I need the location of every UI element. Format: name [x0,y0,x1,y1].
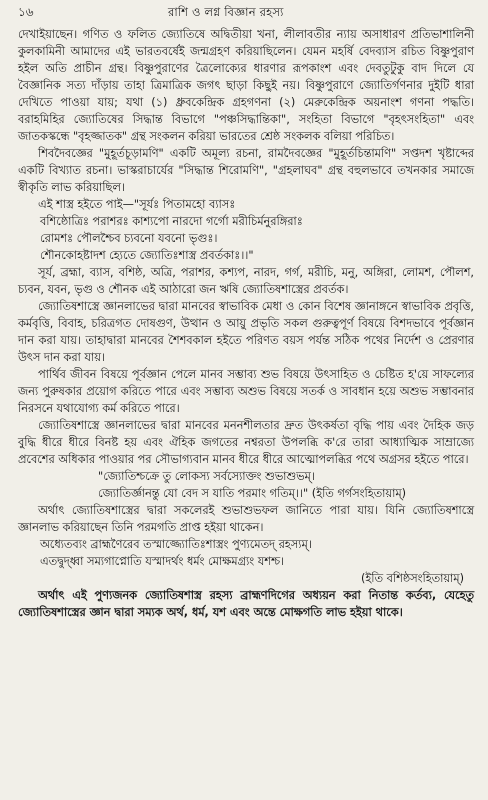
quote-line: অধ্যেতব্যং ব্রাহ্মণৈরেব তস্মাজ্জ্যোতিঃশাস্ত্রং পুণ্যমেতদ্ রহস্যম্। [40,538,312,551]
page-number: ১৬ [18,5,34,19]
verse-line: রোমশঃ পৌলশ্চৈব চ্যবনো যবনো ভৃগুঃ। [40,232,218,245]
paragraph: জ্যোতিষশাস্ত্রে জ্ঞানলাভের দ্বারা মানবের মননশীলতার দ্রুত উৎকর্ষতা বৃদ্ধি পায় এবং দৈহিক জড় বুদ্ধি ধীরে ধীরে বিনষ্ট হয় এবং ঐহিক জগতের নশ্বরতা উপলব্ধি ক'রে তারা আধ্যাত্মিক সাম্রাজ্যে প্রবেশের অধিকার পাওয়ার পর সৌভাগ্যবান মানব ধীরে ধীরে আত্মোপলব্ধির পথে অগ্রসর হইতে পারে। [18,419,474,466]
quote-line: জ্যোতির্জ্ঞানন্তু যো বেদ স যাতি পরমাং গতিম্।।" (ইতি গর্গসংহিতায়াম্) [98,487,407,500]
running-title: রাশি ও লগ্ন বিজ্ঞান রহস্য [168,5,284,19]
paragraph: শিবদৈবজ্ঞের "মুহূর্তচূড়ামণি" একটি অমূল্য রচনা, রামদৈবজ্ঞের "মুহূর্তচিন্তামণি" সপ্তদশ খৃষ্টাব্দের একটি বিখ্যাত রচনা। ভাস্করাচার্যের "সিদ্ধান্ত শিরোমণি", "গ্রহলাঘব" গ্রন্থ বহুলভাবে তখনকার সমাজে স্বীকৃতি লাভ করিয়াছিল। [18,147,474,194]
verse-line: বশিষ্ঠোত্রিঃ পরাশরঃ কাশ্যপো নারদো গর্গো মরীচির্মনুরঙ্গিরাঃ [40,215,303,228]
paragraph: দেখাইয়াছেন। গণিত ও ফলিত জ্যোতিষে অদ্বিতীয়া খনা, লীলাবতীর ন্যায় অসাধারণ প্রতিভাশালিনী কুলকামিনী আমাদের এই ভারতবর্ষেই জন্মগ্রহণ করিয়াছিলেন। যেমন মহর্ষি বেদব্যাস রচিত বিষ্ণুপুরাণ হইল অতি প্রাচীন গ্রন্থ। বিষ্ণুপুরাণের ত্রৈলোক্যের ধারণার রূপকাংশ এবং দেবতুটুকু বাদ দিলে যে বৈজ্ঞানিক সত্য দাঁড়ায় তাহা ত্রিমাত্রিক জগৎ ছাড়া কিছুই নয়। বিষ্ণুপুরাণে জ্যোতির্গণনার দুইটি ধারা দেখিতে পাওয়া যায়; যথা (১) ধ্রুবকেন্দ্রিক গ্রহগণনা (২) মেরুকেন্দ্রিক অয়নাংশ গণনা পদ্ধতি। বরাহমিহির জ্যোতিষের সিদ্ধান্ত বিভাগে "পঞ্চসিদ্ধান্তিকা", সংহিতা বিভাগে "বৃহৎসংহিতা" এবং জাতকস্কন্ধে "বৃহজ্জাতক" গ্রন্থ সংকলন করিয়া ভারতের শ্রেষ্ঠ সংকলক বলিয়া পরিচিত। [18,28,474,143]
paragraph: অর্থাৎ জ্যোতিষশাস্ত্রের দ্বারা সকলেরই শুভাশুভফল জানিতে পারা যায়। যিনি জ্যোতিষশাস্ত্রে জ্ঞানলাভ করিয়াছেন তিনি পরমগতি প্রাপ্ত হইয়া থাকেন। [18,504,474,534]
paragraph: সূর্য, ব্রহ্মা, ব্যাস, বশিষ্ঠ, অত্রি, পরাশর, কশ্যপ, নারদ, গর্গ, মরীচি, মনু, অঙ্গিরা, লোমশ, পৌলশ, চ্যবন, যবন, ভৃগু ও শৌনক এই আঠারো জন ঋষি জ্যোতিষশাস্ত্রের প্রবর্তক। [18,266,474,296]
quote-line: "জ্যোতিশ্চক্রে তু লোকস্য সর্বস্যোক্তং শুভাশুভম্। [98,470,315,483]
paragraph: এই শাস্ত্র হইতে পাই—"সূর্যঃ পিতামহো ব্যাসঃ [38,198,236,211]
quote-line: এতদ্বুদ্ধ্বা সম্যগাপ্নোতি যস্মাদর্থং ধর্মং মোক্ষমগ্র্যং যশশ্চ। [40,555,284,568]
quote-source: (ইতি বশিষ্ঠসংহিতায়াম্) [360,572,464,585]
page-body [18,26,474,621]
verse-line: শৌনকোহষ্টাদশ হ্যেতে জ্যোতিঃশাস্ত্র প্রবর্তকাঃ।।" [40,249,254,262]
paragraph: অর্থাৎ এই পুণ্যজনক জ্যোতিষশাস্ত্র রহস্য ব্রাহ্মণদিগের অধ্যয়ন করা নিতান্ত কর্তব্য, যেহেতু জ্যোতিষশাস্ত্রের জ্ঞান দ্বারা সম্যক অর্থ, ধর্ম, যশ এবং অন্তে মোক্ষগতি লাভ হইয়া থাকে। [18,589,474,619]
page-header [18,4,474,26]
paragraph: জ্যোতিষশাস্ত্রে জ্ঞানলাভের দ্বারা মানবের স্বাভাবিক মেধা ও কোন বিশেষ জ্ঞানাঙ্গনে স্বাভাবিক প্রবৃত্তি, কর্মবৃত্তি, বিবাহ, চরিত্রগত দোষগুণ, উত্থান ও আয়ু প্রভৃতি সকল গুরুত্বপূর্ণ বিষয়ে বিশদভাবে পূর্বজ্ঞান দান করা যায়। তাহাদ্বারা মানবের শৈশবকাল হইতে পরিণত বয়স পর্যন্ত সঠিক পথের নির্দেশ ও প্রেরণার উৎস দান করা যায়। [18,300,474,364]
paragraph: পার্থিব জীবন বিষয়ে পূর্বজ্ঞান পেলে মানব সম্ভাব্য শুভ বিষয়ে উৎসাহিত ও চেষ্টিত হ'য়ে সাফল্যের জন্য পুরুষকার প্রয়োগ করিতে পারে এবং সম্ভাব্য অশুভ বিষয়ে সতর্ক ও সাবধান হয়ে অশুভ সম্ভাবনার নিরসনে যথাযোগ্য কর্ম করিতে পারে। [18,368,474,415]
